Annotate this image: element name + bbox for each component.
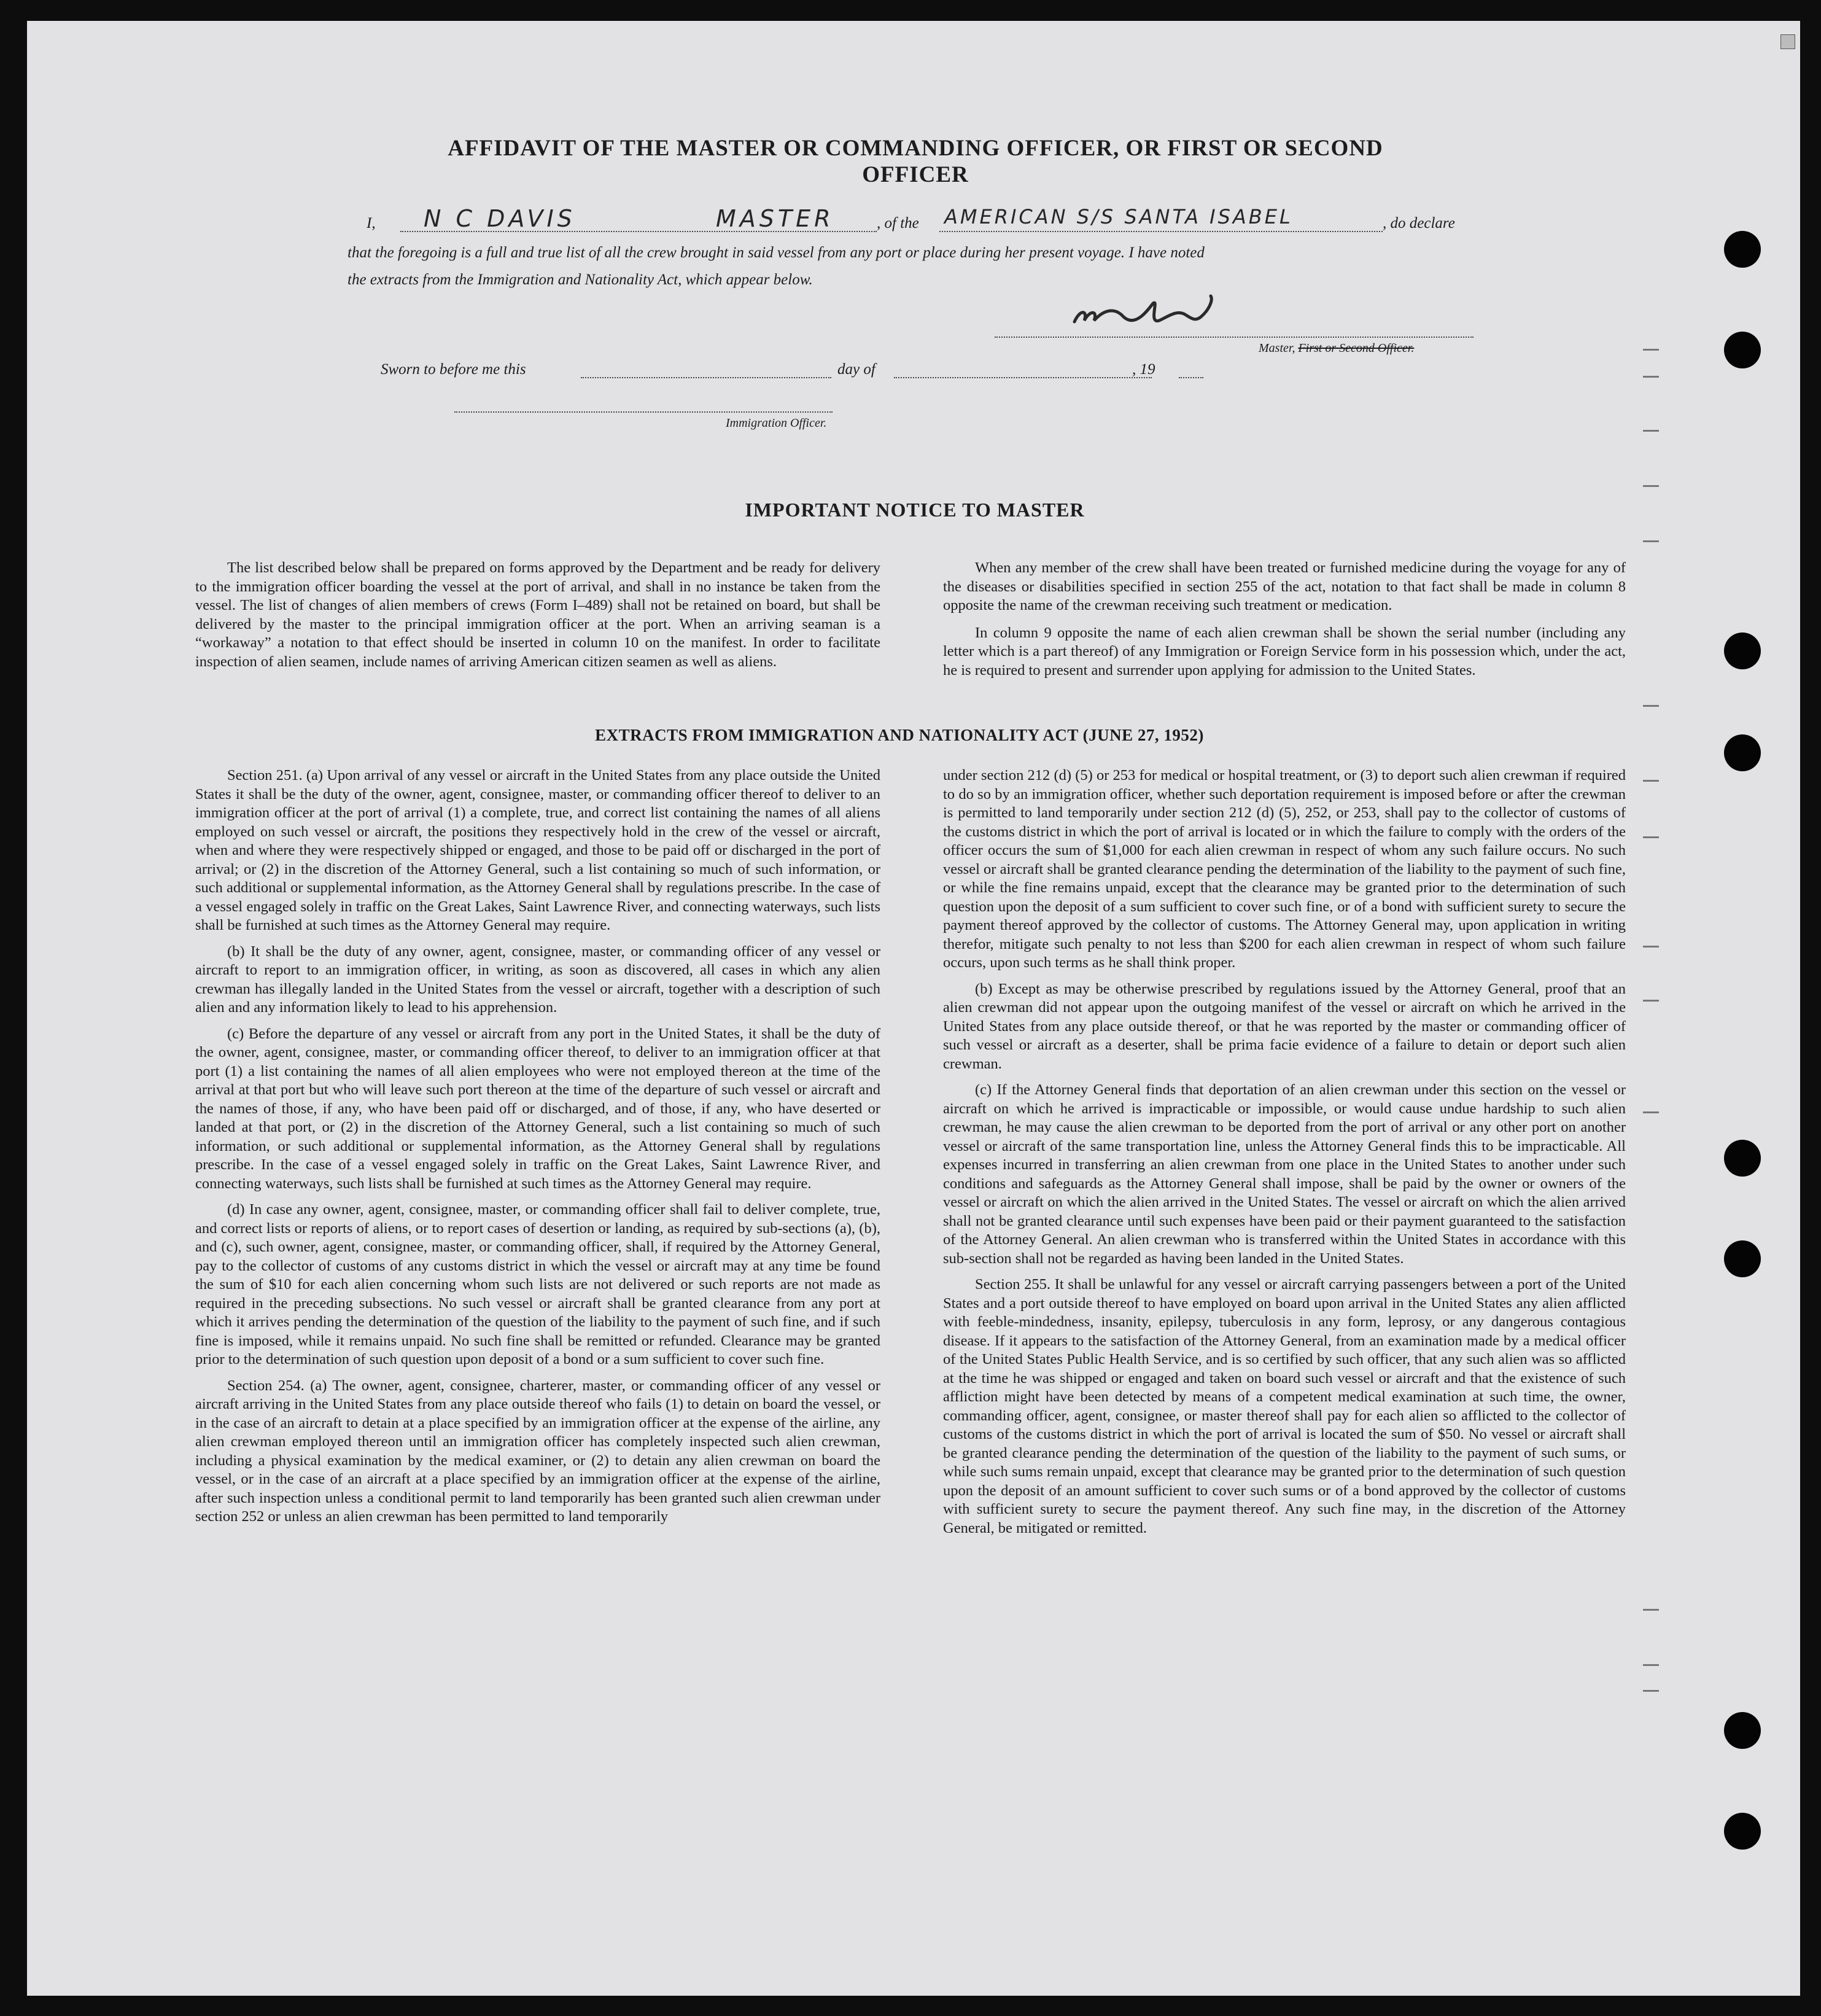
affidavit-line-2: that the foregoing is a full and true list of all the crew brought in said vessel from any port or place during her present voyage. I have noted: [348, 244, 1205, 261]
day-of-label: day of: [837, 361, 876, 378]
signature-caption: [1259, 341, 1414, 356]
margin-mark: [1643, 780, 1659, 782]
notice-left: [195, 559, 880, 671]
section-251-d: (d) In case any owner, agent, consignee, master, or commanding officer shall fail to deliver complete, true, and correct lists or reports of aliens, or to report cases of desertion or landing, as required by sub-sections (a), (b), and (c), such owner, agent, consignee, master, or commanding officer, shall, if required by the Attorney General, pay to the collector of customs of any customs district in which the vessel or aircraft may at any time be found the sum of $10 for each alien concerning whom such lists are not delivered or such reports are not made as required in the preceding subsections. No such vessel or aircraft shall be granted clearance from any port at which it arrives pending the determination of the question of the liability to the payment of such fine, and if such fine is imposed, while it remains unpaid. No such fine shall be remitted or refunded. Clearance may be granted prior to the determination of such question upon deposit of a bond or a sum sufficient to cover such fine.: [195, 1201, 880, 1368]
margin-mark: [1643, 376, 1659, 378]
margin-mark: [1643, 836, 1659, 838]
punch-hole: [1724, 231, 1761, 268]
notice-right: [943, 559, 1626, 680]
notice-right-1: When any member of the crew shall have been treated or furnished medicine during the voyage for any of the diseases or disabilities specified in section 255 of the act, notation to that fact shall be made in column 8 opposite the name of the crewman receiving such treatment or medication.: [943, 559, 1626, 613]
punch-hole: [1724, 1140, 1761, 1177]
margin-mark: [1643, 705, 1659, 707]
affidavit-prefix: I,: [367, 215, 376, 232]
affidavit-title: AFFIDAVIT OF THE MASTER OR COMMANDING OFFICER, OR FIRST OR SECOND OFFICER: [448, 136, 1383, 187]
section-255: Section 255. It shall be unlawful for any vessel or aircraft carrying passengers between a port of the United States and a port outside thereof to have employed on board upon arrival in the United States any alien afflicted with feeble-mindedness, insanity, epilepsy, tuberculosis in any form, leprosy, or any dangerous contagious disease. If it appears to the satisfaction of the Attorney General, from an examination made by a medical officer of the United States Public Health Service, and is so certified by such officer, that any such alien was so afflicted at the time he was shipped or engaged and taken on board such vessel or aircraft and that the existence of such affliction might have been detected by means of a competent medical examination at such time, the owner, commanding officer, agent, consignee, or master thereof shall pay for each alien so afflicted to the collector of customs of the customs district in which the port of arrival is located the sum of $50. No vessel or aircraft shall be granted clearance pending the determination of the question of the liability to the payment of such sums, or while such sums remain unpaid, except that clearance may be granted prior to the determination of such question upon the deposit of an amount sufficient to cover such sums or of a bond approved by the collector of customs with sufficient surety to secure the payment thereof. Any such fine may, in the discretion of the Attorney General, be mitigated or remitted.: [943, 1276, 1626, 1536]
margin-mark: [1643, 540, 1659, 542]
margin-mark: [1643, 349, 1659, 351]
caption-officer: First or Second Officer.: [1298, 341, 1415, 355]
punch-hole: [1724, 332, 1761, 368]
extracts-title: EXTRACTS FROM IMMIGRATION AND NATIONALITY ACT (JUNE 27, 1952): [595, 726, 1204, 744]
margin-mark: [1643, 1000, 1659, 1002]
margin-mark: [1643, 946, 1659, 948]
of-the-label: , of the: [877, 215, 919, 232]
signature-line: [995, 337, 1473, 338]
notice-title: IMPORTANT NOTICE TO MASTER: [745, 499, 1085, 521]
section-251-c: (c) Before the departure of any vessel or aircraft from any port in the United States, it shall be the duty of the owner, agent, consignee, master, or commanding officer thereof, to deliver to an immigration officer at that port (1) a list containing the names of all alien employees who were not employed thereon at the time of the arrival at that port but who will leave such port thereon at the time of the departure of such vessel or aircraft and the names of those, if any, who have been paid off or discharged, and of those, if any, who have deserted or landed at that port, or (2) in the discretion of the Attorney General, such a list containing so much of such information, or such additional or supplemental information, as the Attorney General shall by regulations prescribe. In the case of a vessel engaged solely in traffic on the Great Lakes, Saint Lawrence River, and connecting waterways, such lists shall be furnished at such times as the Attorney General may require.: [195, 1025, 880, 1192]
section-254-c: (c) If the Attorney General finds that deportation of an alien crewman under this section on the vessel or aircraft on which he arrived is impracticable or impossible, or would cause undue hardship to such alien crewman, he may cause the alien crewman to be deported from the port of arrival or any other port on another vessel or aircraft of the same transportation line, unless the Attorney General finds this to be impracticable. All expenses incurred in transferring an alien crewman from one place in the United States to another under such conditions and safeguards as the Attorney General shall impose, shall be paid by the owner or owners of the vessel or aircraft on which the alien arrived in the United States. The vessel or aircraft on which the alien arrived shall not be granted clearance until such expenses have been paid or their payment guaranteed to the satisfaction of the Attorney General. An alien crewman who is transferred within the United States in accordance with this sub-section shall not be regarded as having been landed in the United States.: [943, 1081, 1626, 1267]
vessel-name: AMERICAN S/S SANTA ISABEL: [944, 205, 1293, 228]
affidavit-line-3: the extracts from the Immigration and Nationality Act, which appear below.: [348, 271, 813, 288]
sworn-label: Sworn to before me this: [381, 361, 526, 378]
year-blank: [1179, 377, 1203, 378]
section-251-b: (b) It shall be the duty of any owner, agent, consignee, master, or commanding officer of any vessel or aircraft to report to an immigration officer, in writing, as soon as discovered, all cases in which any alien crewman has illegally landed in the United States from the vessel or aircraft, together with a description of such alien and any information likely to lead to his apprehension.: [195, 943, 880, 1016]
section-251-a: Section 251. (a) Upon arrival of any vessel or aircraft in the United States from any place outside the United States it shall be the duty of the owner, agent, consignee, master, or commanding officer thereof to deliver to an immigration officer at the port of arrival (1) a complete, true, and correct list containing the names of all aliens employed on such vessel or aircraft, the positions they respectively hold in the crew of the vessel or aircraft, when and where they were respectively shipped or engaged, and those to be paid off or discharged in the port of arrival; or (2) in the discretion of the Attorney General, such a list containing so much of such information, or such additional or supplemental information, as the Attorney General shall by regulations prescribe. In the case of a vessel engaged solely in traffic on the Great Lakes, Saint Lawrence River, and connecting waterways, such lists shall be furnished at such times as the Attorney General may require.: [195, 767, 880, 933]
master-signature: [1056, 285, 1252, 334]
punch-hole: [1724, 632, 1761, 669]
master-rank: MASTER: [716, 205, 834, 232]
officer-signature-line: [454, 411, 833, 413]
extracts-left-column: [195, 766, 880, 1527]
vessel-blank: [939, 231, 1383, 232]
margin-mark: [1643, 1690, 1659, 1692]
punch-hole: [1724, 734, 1761, 771]
margin-mark: [1643, 485, 1659, 487]
notice-right-2: In column 9 opposite the name of each alien crewman shall be shown the serial number (including any letter which is a part thereof) of any Immigration or Foreign Service form in his possession which, under the act, he is required to present and surrender upon applying for admission to the United States.: [943, 624, 1626, 679]
margin-mark: [1643, 1111, 1659, 1113]
officer-label: Immigration Officer.: [726, 416, 827, 430]
margin-mark: [1643, 1609, 1659, 1611]
punch-hole: [1724, 1813, 1761, 1850]
section-254-a: Section 254. (a) The owner, agent, consignee, charterer, master, or commanding officer of any vessel or aircraft arriving in the United States from any place outside thereof who fails (1) to detain on board the vessel, or in the case of an aircraft to detain at a place specified by an immigration officer at the expense of the airline, any alien crewman employed thereon until an immigration officer has completely inspected such alien crewman, including a physical examination by the medical examiner, or (2) to detain any alien crewman on board the vessel, or in the case of an aircraft at a place specified by an immigration officer at the expense of the airline, after such inspection unless a conditional permit to land temporarily has been granted such alien crewman under section 252 or unless an alien crewman has been permitted to land temporarily: [195, 1377, 880, 1525]
section-254-a-cont: under section 212 (d) (5) or 253 for medical or hospital treatment, or (3) to deport such alien crewman if required to do so by an immigration officer, whether such deportation requirement is imposed before or after the crewman is permitted to land temporarily under section 212 (d) (5), 252, or 253, shall pay to the collector of customs of the customs district in which the port of arrival is located or in which the failure to comply with the orders of the officer occurs the sum of $1,000 for each alien crewman in respect of whom any such failure occurs. No such vessel or aircraft shall be granted clearance pending the determination of the liability to the payment of such fine, or while the fine remains unpaid, except that the clearance may be granted prior to the determination of such question upon the deposit of a sum sufficient to cover such fine, or of a bond with sufficient surety to secure the payment thereof approved by the collector of customs. The Attorney General may, upon application in writing therefor, mitigate such penalty to not less than $200 for each alien crewman in respect of whom such failure occurs, upon such terms as he shall think proper.: [943, 767, 1626, 971]
margin-mark: [1643, 430, 1659, 432]
margin-mark: [1643, 1664, 1659, 1666]
caption-master: Master,: [1259, 341, 1299, 355]
declare-label: , do declare: [1383, 215, 1455, 232]
punch-hole: [1724, 1712, 1761, 1749]
notice-left-text: The list described below shall be prepared on forms approved by the Department and be ready for delivery to the immigration officer boarding the vessel at the port of arrival, and shall in no instance be taken from the vessel. The list of changes of alien members of crews (Form I–489) shall not be retained on board, but shall be delivered by the master to the principal immigration officer at the port. When an arriving seaman is a “workaway” a notation to that effect should be inserted in column 10 on the manifest. In order to facilitate inspection of alien seamen, include names of arriving American citizen seamen as well as aliens.: [195, 559, 880, 670]
corner-mark: [1780, 34, 1795, 49]
punch-hole: [1724, 1240, 1761, 1277]
year-label: , 19: [1132, 361, 1155, 378]
section-254-b: (b) Except as may be otherwise prescribed by regulations issued by the Attorney General, proof that an alien crewman did not appear upon the outgoing manifest of the vessel or aircraft on which he arrived in the United States from any place outside thereof, or that he was reported by the master or commanding officer of such vessel or aircraft as a deserter, shall be prima facie evidence of a failure to detain or deport such alien crewman.: [943, 980, 1626, 1072]
master-name: N C DAVIS: [424, 205, 576, 232]
sworn-month-blank: [894, 377, 1152, 378]
extracts-right-column: [943, 766, 1626, 1538]
sworn-day-blank: [581, 377, 831, 378]
